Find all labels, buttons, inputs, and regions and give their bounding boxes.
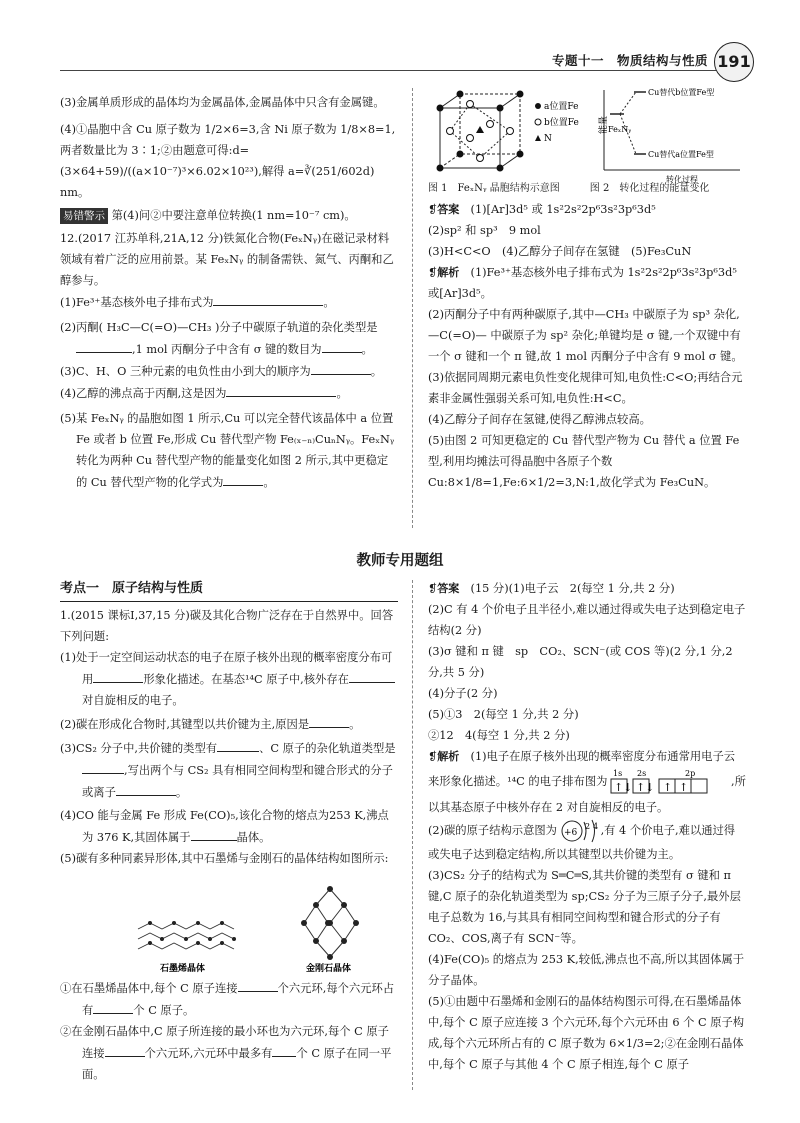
answer-blank[interactable]: [226, 382, 336, 397]
allotrope-figure: [60, 869, 398, 977]
q1-1-a: (1)处于一定空间运动状态的电子在原子核外出现的概率密度分布可用: [60, 651, 393, 686]
answer-tag: ❡答案: [428, 582, 460, 595]
q1-2: (2)碳在形成化合物时,其键型以共价键为主,原因是: [60, 718, 310, 731]
legend-b: b位置Fe: [544, 118, 579, 128]
legend-a: a位置Fe: [544, 102, 579, 112]
a4: (4)乙醇分子间存在氢键,使得乙醇沸点较高。: [428, 413, 651, 426]
q1-1-b: 形象化描述。在基态¹⁴C 原子中,核外存在: [143, 673, 349, 686]
diamond-label: 金刚石晶体: [306, 964, 352, 974]
q1-5a-1: ①在石墨烯晶体中,每个 C 原子连接: [60, 982, 238, 995]
c3: (3)CS₂ 分子的结构式为 S═C═S,其共价键的类型有 σ 键和 π 键,C 原子的杂化轨道类型为 sp;CS₂ 分子为三原子分子,最外层电子总数为 16,与其具有相同空间构型和键合形式的分子有 CO₂、COS,离子有 SCN⁻等。: [428, 869, 741, 945]
answer-blank[interactable]: [322, 338, 362, 353]
atomic-structure-diagram: [561, 818, 601, 844]
answer-blank[interactable]: [191, 826, 237, 841]
q12-2-text-b: ,1 mol 丙酮分子中含有 σ 键的数目为: [132, 343, 322, 356]
a1: (1)Fe³⁺基态核外电子排布式为 1s²2s²2p⁶3s²3p⁶3d⁵ 或[Ar]3d⁵。: [428, 266, 737, 300]
left-top-column: (3)金属单质形成的晶体均为金属晶体,金属晶体中只含有金属键。 (4)①晶胞中含 Cu 原子数为 1/2×6=3,含 Ni 原子数为 1/8×8=1,两者数量比为 3∶1;②由题意可得:d= (3×64+59)/((a×10⁻⁷)³×6.02×10²³),解得 a=∛(251/602d) nm。 易错警示 第(4)问②中要注意单位转换(1 nm=10⁻⁷ cm)。 12.(2017 江苏单科,21A,12 分)铁氮化合物(FeₓNᵧ)在磁记录材料领域有着广泛的应用前景。某 FeₓNᵧ 的制备需铁、氮气、丙酮和乙醇参与。 (1)Fe³⁺基态核外电子排布式为 。 (2)丙酮( H₃C—C(=O)—CH₃ )分子中碳原子轨道的杂化类型是,1 mol 丙酮分子中含有 σ 键的数目为 。 (3)C、H、O 三种元素的电负性由小到大的顺序为 。 (4)乙醇的沸点高于丙酮,这是因为 。 (5)某 FeₓNᵧ 的晶胞如图 1 所示,Cu 可以完全替代该晶体中 a 位置 Fe 或者 b 位置 Fe,形成 Cu 替代型产物 Fe₍ₓ₋ₙ₎CuₙNᵧ。FeₓNᵧ 转化为两种 Cu 替代型产物的能量变化如图 2 所示,其中更稳定的 Cu 替代型产物的化学式为 。: [60, 92, 398, 493]
answer-blank[interactable]: [217, 737, 259, 752]
page-header: [0, 42, 800, 82]
answer-blank[interactable]: [93, 999, 133, 1014]
chapter-title: 专题十一 物质结构与性质: [551, 53, 708, 68]
fig1-caption: 图 1 FeₓNᵧ 晶胞结构示意图: [428, 183, 560, 194]
svg-text:↑↓: ↑↓: [636, 781, 655, 794]
answer-blank[interactable]: [238, 977, 278, 992]
b6: ②12 4(每空 1 分,共 2 分): [428, 729, 570, 742]
q1-4-b: 晶体。: [236, 831, 271, 844]
answer-tag: ❡答案: [428, 203, 460, 216]
q12-3-text: (3)C、H、O 三种元素的电负性由小到大的顺序为: [60, 365, 311, 378]
svg-text:↑↓: ↑↓: [614, 781, 633, 794]
shell-2-electrons: 4: [592, 822, 598, 831]
analysis-tag: ❡解析: [428, 266, 460, 279]
figure-2-energy-diagram: [590, 84, 746, 184]
c1: (1)电子在原子核外出现的概率密度分布通常用电子云来形象化描述。¹⁴C 的电子排布图为: [428, 750, 736, 788]
kaodian-rule: [60, 601, 398, 602]
answer-blank[interactable]: [116, 781, 176, 796]
q1-3-c: ,写出两个与 CS₂ 具有相同空间构型和键合形式的分子或离子: [82, 764, 393, 799]
q1-5b-1: ②在金刚石晶体中,C 原子所连接的最小环也为六元环,每个 C 原子连接: [60, 1025, 389, 1060]
q12-2-text-a: (2)丙酮( H₃C—C(=O)—CH₃ )分子中碳原子轨道的杂化类型是: [60, 321, 378, 334]
page-number: 191: [714, 42, 754, 82]
answer-blank[interactable]: [213, 291, 323, 306]
q1-4: (4)CO 能与金属 Fe 形成 Fe(CO)₅,该化合物的熔点为253 K,沸点为 376 K,其固体属于: [60, 809, 389, 844]
allotrope-diagram: [60, 869, 398, 977]
warning-badge: 易错警示: [60, 208, 108, 224]
q1-5b-2: 个六元环,六元环中最多有: [144, 1047, 273, 1060]
ans3: (3)H<C<O (4)乙醇分子间存在氢键 (5)Fe₃CuN: [428, 245, 692, 258]
q4-text-b: (3×64+59)/((a×10⁻⁷)³×6.02×10²³),解得 a=∛(251/602d) nm。: [60, 165, 375, 199]
answer-blank[interactable]: [76, 338, 132, 353]
svg-text:↑: ↑: [663, 781, 673, 794]
b2: (2)C 有 4 个价电子且半径小,难以通过得或失电子达到稳定电子结构(2 分): [428, 603, 746, 637]
header-rule: [60, 70, 716, 71]
q1-5a-2: 个六元环,每个六元环占有: [82, 982, 395, 1017]
a2: (2)丙酮分子中有两种碳原子,其中—CH₃ 中碳原子为 sp³ 杂化,—C(=O)— 中碳原子为 sp² 杂化;单键均是 σ 键,一个双键中有一个 σ 键和一个 π 键,故 1 mol 丙酮分子中含有 9 mol σ 键。: [428, 308, 743, 363]
nucleus-label: +6: [563, 828, 577, 838]
right-bottom-column: [428, 578, 746, 1075]
fig2-caption: 图 2 转化过程的能量变化: [589, 183, 710, 194]
q1-stem: 1.(2015 课标Ⅰ,37,15 分)碳及其化合物广泛存在于自然界中。回答下列问题:: [60, 609, 394, 643]
b5: (5)①3 2(每空 1 分,共 2 分): [428, 708, 579, 721]
answer-blank[interactable]: [82, 759, 124, 774]
answer-blank[interactable]: [349, 668, 395, 683]
energy-axis-label: 能量: [599, 115, 609, 134]
q12-5-text: (5)某 FeₓNᵧ 的晶胞如图 1 所示,Cu 可以完全替代该晶体中 a 位置 Fe 或者 b 位置 Fe,形成 Cu 替代型产物 Fe₍ₓ₋ₙ₎CuₙNᵧ。FeₓNᵧ 转化为两种 Cu 替代型产物的能量变化如图 2 所示,其中更稳定的 Cu 替代型产物的化学式为: [60, 412, 395, 489]
q1-5b-3: 个 C 原子在同一平面。: [82, 1047, 392, 1081]
ans1: (1)[Ar]3d⁵ 或 1s²2s²2p⁶3s²3p⁶3d⁵: [470, 203, 656, 216]
a3: (3)依据同周期元素电负性变化规律可知,电负性:C<O;再结合元素非金属性强弱关系可知,电负性:H<C。: [428, 371, 743, 405]
q3-text: (3)金属单质形成的晶体均为金属晶体,金属晶体中只含有金属键。: [60, 96, 385, 109]
warning-text: 第(4)问②中要注意单位转换(1 nm=10⁻⁷ cm)。: [111, 209, 356, 222]
graphene-lattice: [138, 923, 234, 949]
cell-diagram: [430, 86, 600, 178]
q12-1-text: (1)Fe³⁺基态核外电子排布式为: [60, 296, 214, 309]
column-divider-top: [412, 88, 413, 528]
legend-n: N: [544, 134, 552, 144]
orbital-2p-label: 2p: [685, 769, 696, 778]
q12-4-text: (4)乙醇的沸点高于丙酮,这是因为: [60, 387, 227, 400]
graphene-label: 石墨烯晶体: [160, 964, 206, 974]
answer-blank[interactable]: [311, 360, 371, 375]
cu-a-level-label: Cu替代a位置Fe型: [648, 150, 714, 159]
energy-diagram: [590, 84, 746, 184]
q1-5: (5)碳有多种同素异形体,其中石墨烯与金刚石的晶体结构如图所示:: [60, 852, 389, 865]
q4-text-a: (4)①晶胞中含 Cu 原子数为 1/2×6=3,含 Ni 原子数为 1/8×8=1,两者数量比为 3∶1;②由题意可得:d=: [60, 123, 396, 157]
answer-blank[interactable]: [93, 668, 143, 683]
b4: (4)分子(2 分): [428, 687, 498, 700]
c5: (5)①由题中石墨烯和金刚石的晶体结构图示可得,在石墨烯晶体中,每个 C 原子应连接 3 个六元环,每个六元环由 6 个 C 原子构成,每个六元环所占有的 C 原子数为 6×1/3=2;②在金刚石晶体中,每个 C 原子与其他 4 个 C 原子相连,每个 C 原子: [428, 995, 745, 1071]
c4: (4)Fe(CO)₅ 的熔点为 253 K,较低,沸点也不高,所以其固体属于分子晶体。: [428, 953, 745, 987]
orbital-diagram: [611, 767, 731, 797]
q1-3-a: (3)CS₂ 分子中,共价键的类型有: [60, 742, 218, 755]
q1-3-b: 、C 原子的杂化轨道类型是: [259, 742, 396, 755]
c2b: ,有 4 个价电子,难以通过得或失电子达到稳定结构,所以其键型以共价键为主。: [428, 824, 736, 861]
b1: (15 分)(1)电子云 2(每空 1 分,共 2 分): [470, 582, 675, 595]
orbital-2s-label: 2s: [637, 769, 647, 778]
figure-1-crystal-cell: [430, 86, 600, 178]
answer-blank[interactable]: [272, 1042, 296, 1057]
section-title: 教师专用题组: [356, 553, 444, 569]
right-top-column: [428, 178, 746, 493]
c2a: (2)碳的原子结构示意图为: [428, 824, 557, 837]
orbital-1s-label: 1s: [613, 769, 623, 778]
q12-stem: 12.(2017 江苏单科,21A,12 分)铁氮化合物(FeₓNᵧ)在磁记录材料领域有着广泛的应用前景。某 FeₓNᵧ 的制备需铁、氮气、丙酮和乙醇参与。: [60, 232, 394, 287]
b3: (3)σ 键和 π 键 sp CO₂、SCN⁻(或 COS 等)(2 分,1 分,2 分,共 5 分): [428, 645, 733, 679]
ans2: (2)sp² 和 sp³ 9 mol: [428, 224, 541, 237]
fexny-label: FeₓNᵧ: [608, 125, 632, 134]
cu-b-level-label: Cu替代b位置Fe型: [648, 88, 715, 97]
column-divider-bottom: [412, 580, 413, 1090]
answer-blank[interactable]: [223, 471, 263, 486]
shell-1-electrons: 2: [584, 822, 590, 831]
left-bottom-column: 考点一 原子结构与性质 1.(2015 课标Ⅰ,37,15 分)碳及其化合物广泛存在于自然界中。回答下列问题: (1)处于一定空间运动状态的电子在原子核外出现的概率密度分布可用 形象化描述。在基态¹⁴C 原子中,核外存在对自旋相反的电子。 (2)碳在形成化合物时,其键型以共价键为主,原因是 。 (3)CS₂ 分子中,共价键的类型有 、C 原子的杂化轨道类型是,写出两个与 CS₂ 具有相同空间构型和键合形式的分子或离子 。 (4)CO 能与金属 Fe 形成 Fe(CO)₅,该化合物的熔点为253 K,沸点为 376 K,其固体属于 晶体。 (5)碳有多种同素异形体,其中石墨烯与金刚石的晶体结构如图所示: 石墨烯晶体 金刚石晶体 ①在石墨烯晶体中,每个 C 原子连接 个六元环,每个六元环占有 个 C 原子。 ②在金刚石晶体中,C 原子所连接的最小环也为六元环,每个 C 原子连接 个六元环,六元环中最多有 个 C 原子在同一平面。: [60, 578, 398, 1085]
kaodian-title: 考点一 原子结构与性质: [60, 581, 204, 596]
q1-5a-3: 个 C 原子。: [133, 1004, 195, 1017]
answer-blank[interactable]: [105, 1042, 145, 1057]
c1b: ,所以其基态原子中核外存在 2 对自旋相反的电子。: [428, 775, 746, 814]
q1-1-c: 对自旋相反的电子。: [82, 694, 184, 707]
answer-blank[interactable]: [309, 713, 349, 728]
svg-text:↑: ↑: [679, 781, 689, 794]
analysis-tag: ❡解析: [428, 750, 460, 763]
process-axis-label: 转化过程: [666, 175, 698, 184]
a5: (5)由图 2 可知更稳定的 Cu 替代型产物为 Cu 替代 a 位置 Fe 型,利用均摊法可得晶胞中各原子个数 Cu:8×1/8=1,Fe:6×1/2=3,N:1,故化学式为 Fe₃CuN。: [428, 434, 740, 489]
